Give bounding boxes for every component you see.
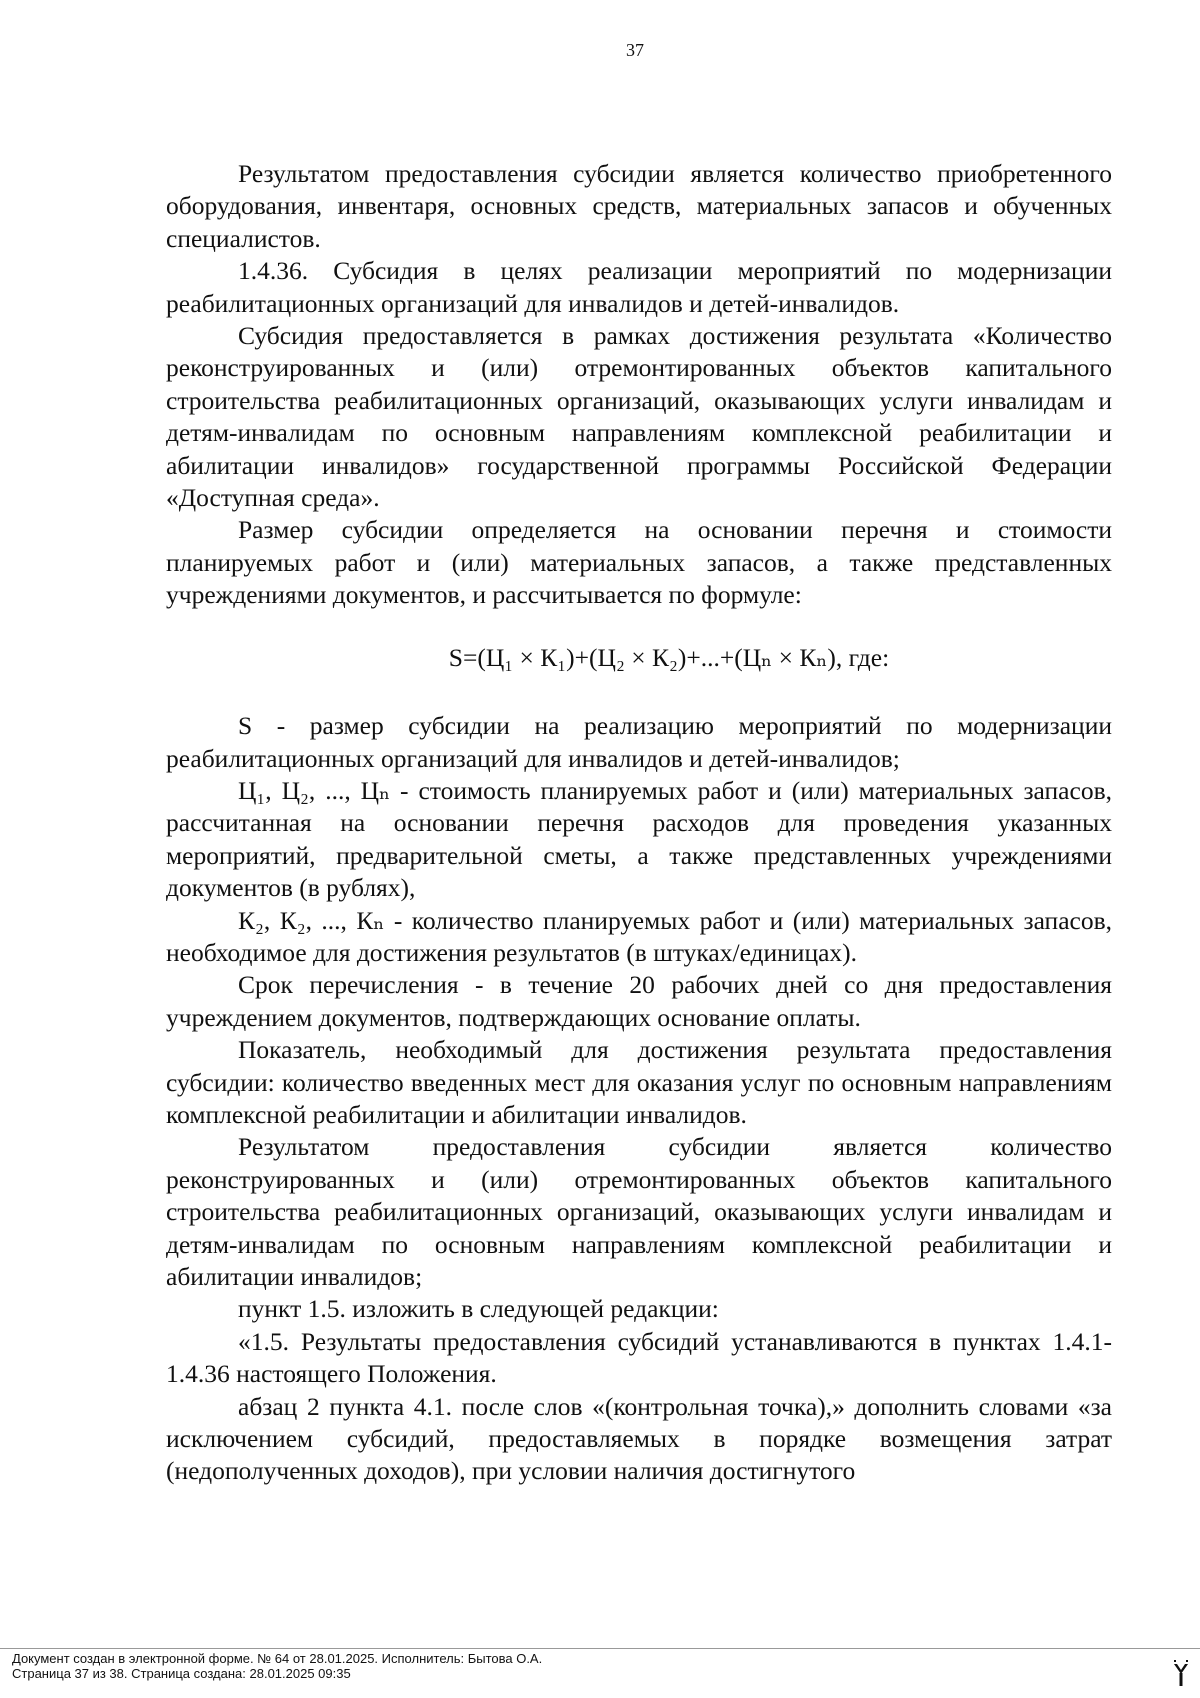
paragraph: Срок перечисления - в течение 20 рабочих дней со дня предоставления учреждением документов, подтверждающих основание оплаты.	[166, 970, 1112, 1032]
footer-line-1: Документ создан в электронной форме. № 64 от 28.01.2025. Исполнитель: Бытова О.А.	[12, 1651, 543, 1666]
footer-line-2: Страница 37 из 38. Страница создана: 28.01.2025 09:35	[12, 1666, 351, 1681]
document-body	[166, 158, 1112, 1488]
paragraph: пункт 1.5. изложить в следующей редакции:	[238, 1294, 719, 1324]
formula: S=(Ц₁ × К₁)+(Ц₂ × К₂)+...+(Цₙ × Кₙ), где:	[448, 642, 890, 672]
paragraph: Субсидия предоставляется в рамках достижения результата «Количество реконструированных и (или) отремонтированных объектов капитального строительства реабилитационных организаций, оказывающих услуги инвалидам и детям-инвалидам по основным направлениям комплексной реабилитации и абилитации инвалидов» государственной программы Российской Федерации «Доступная среда».	[166, 321, 1112, 513]
page-number: 37	[626, 40, 644, 60]
footer	[12, 1651, 542, 1681]
paragraph: Показатель, необходимый для достижения результата предоставления субсидии: количество введенных мест для оказания услуг по основным направлениям комплексной реабилитации и абилитации инвалидов.	[166, 1035, 1112, 1129]
emblem-icon	[1172, 1660, 1190, 1688]
paragraph: Размер субсидии определяется на основании перечня и стоимости планируемых работ и (или) материальных запасов, а также представленных учреждениями документов, и рассчитывается по формуле:	[166, 515, 1112, 610]
paragraph: Результатом предоставления субсидии является количество реконструированных и (или) отремонтированных объектов капитального строительства реабилитационных организаций, оказывающих услуги инвалидам и детям-инвалидам по основным направлениям комплексной реабилитации и абилитации инвалидов;	[166, 1132, 1112, 1291]
paragraph: абзац 2 пункта 4.1. после слов «(контрольная точка),» дополнить словами «за исключением субсидий, предоставляемых в порядке возмещения затрат (недополученных доходов), при условии наличия достигнутого	[166, 1391, 1112, 1486]
definition: S - размер субсидии на реализацию мероприятий по модернизации реабилитационных организаций для инвалидов и детей-инвалидов;	[166, 711, 1112, 773]
definition: Ц₁, Ц₂, ..., Цₙ - стоимость планируемых работ и (или) материальных запасов, рассчитанная на основании перечня расходов для проведения указанных мероприятий, предварительной сметы, а также представленных учреждениями документов (в рублях),	[166, 775, 1112, 903]
paragraph: Результатом предоставления субсидии является количество приобретенного оборудования, инвентаря, основных средств, материальных запасов и обученных специалистов.	[166, 159, 1112, 253]
paragraph-section-heading: 1.4.36. Субсидия в целях реализации мероприятий по модернизации реабилитационных организаций для инвалидов и детей-инвалидов.	[166, 256, 1112, 318]
footer-divider	[0, 1648, 1200, 1649]
definition: К₂, К₂, ..., Кₙ - количество планируемых работ и (или) материальных запасов, необходимое для достижения результатов (в штуках/единицах).	[166, 905, 1112, 967]
paragraph: «1.5. Результаты предоставления субсидий устанавливаются в пунктах 1.4.1-1.4.36 настоящего Положения.	[166, 1326, 1112, 1389]
